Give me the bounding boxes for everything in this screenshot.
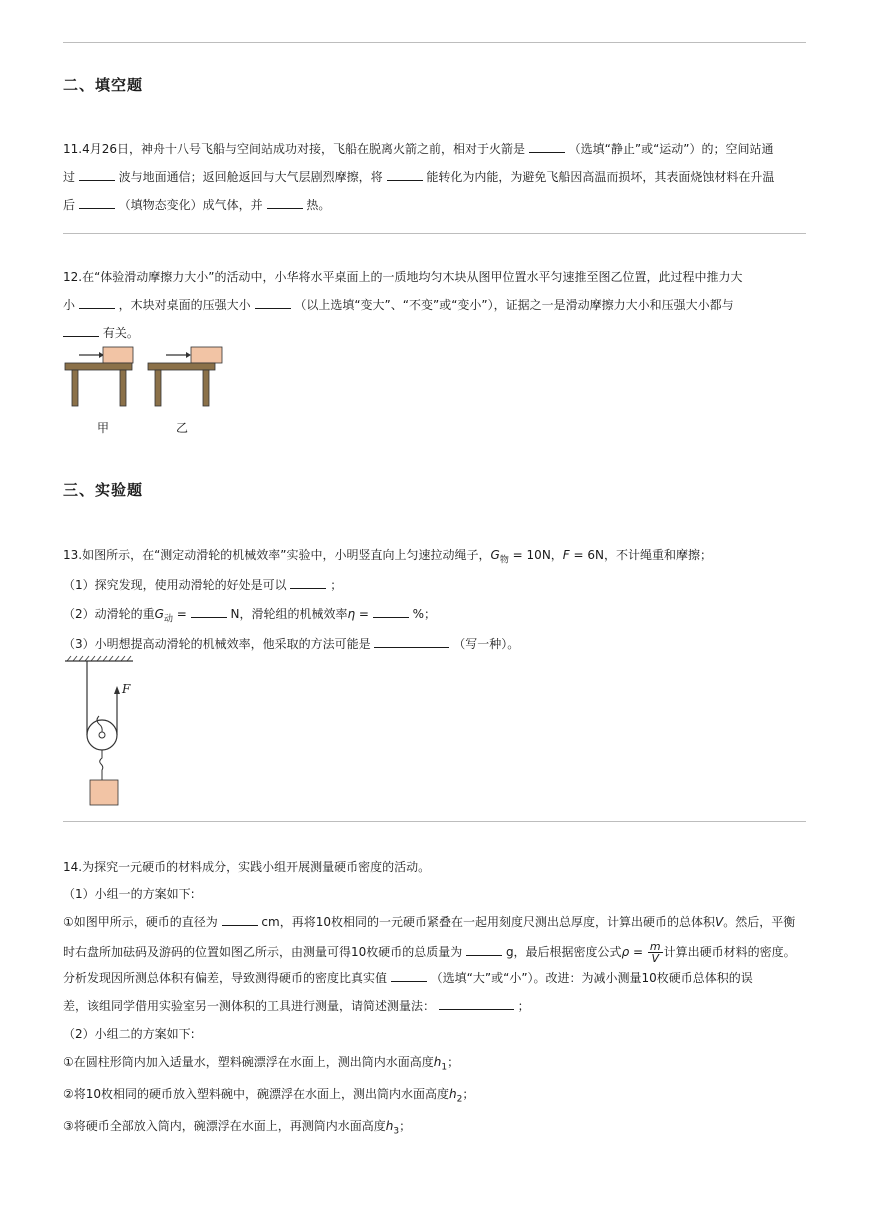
q14-step1-line3: [63, 969, 753, 987]
q11-line2: [63, 168, 774, 186]
symbol-rho: ρ: [621, 945, 630, 959]
answer-blank[interactable]: [439, 997, 514, 1010]
q12-line2: [63, 296, 734, 314]
symbol-h: h: [385, 1119, 394, 1133]
symbol-h: h: [449, 1087, 457, 1101]
divider: [63, 233, 806, 234]
answer-blank[interactable]: [267, 196, 303, 209]
q12-text: （以上选填“变大”、“不变”或“变小”），证据之一是滑动摩擦力大小和压强大小都与: [294, 298, 734, 312]
table-leg: [155, 370, 161, 406]
symbol-g: G: [490, 548, 500, 562]
q14-step1-line1: [63, 913, 795, 931]
table-top: [148, 363, 215, 370]
q14-step1-line2: [63, 941, 796, 964]
answer-blank[interactable]: [79, 196, 115, 209]
answer-blank[interactable]: [373, 605, 409, 618]
q12-line3: [63, 324, 139, 342]
q11-text: 过: [63, 170, 76, 184]
wood-block: [103, 347, 133, 363]
q13-text: = 10N，: [508, 548, 563, 562]
q13-text: %；: [412, 607, 437, 621]
subscript: 2: [456, 1094, 463, 1105]
answer-blank[interactable]: [79, 168, 115, 181]
figure-label-b: 乙: [176, 421, 189, 435]
q13-text: （2）动滑轮的重: [63, 607, 155, 621]
answer-blank[interactable]: [255, 296, 291, 309]
q14-text: 分析发现因所测总体积有偏差，导致测得硬币的密度比真实值: [63, 971, 388, 985]
q11-text: 后: [63, 198, 76, 212]
subscript: 动: [163, 614, 173, 625]
push-arrow-head: [186, 352, 191, 358]
table-leg: [203, 370, 209, 406]
q14-text: 。然后，平衡: [723, 915, 796, 929]
divider: [63, 42, 806, 43]
symbol-f: F: [562, 548, 570, 562]
answer-blank[interactable]: [222, 913, 258, 926]
fraction-denominator: V: [651, 952, 659, 965]
section-title-experiment: 三、实验题: [63, 481, 144, 499]
q14-text: ；: [462, 1087, 475, 1101]
q13-intro: [63, 546, 712, 569]
q14-text: ③将硬币全部放入筒内，碗漂浮在水面上，再测筒内水面高度: [63, 1119, 386, 1133]
q14-text: 差，该组同学借用实验室另一测体积的工具进行测量，请简述测量法：: [63, 999, 436, 1013]
q14-group2: （2）小组二的方案如下:: [63, 1027, 195, 1041]
q13-text: =: [355, 607, 369, 621]
force-arrow-head: [114, 686, 120, 694]
q14-text: ②将10枚相同的硬币放入塑料碗中，碗漂浮在水面上，测出筒内水面高度: [63, 1087, 450, 1101]
q14-step1-line4: [63, 997, 530, 1015]
q14-text: ①如图甲所示，硬币的直径为: [63, 915, 218, 929]
q13-part1: [63, 576, 342, 594]
q14-text: 时右盘所加砝码及游码的位置如图乙所示，由测量可得10枚硬币的总质量为: [63, 945, 463, 959]
q14-intro: 14.为探究一元硬币的材料成分，实践小组开展测量硬币密度的活动。: [63, 860, 431, 874]
q14-text: （选填“大”或“小”）。改进：为减小测量10枚硬币总体积的误: [430, 971, 753, 985]
q14-text: 计算出硬币材料的密度。: [663, 945, 796, 959]
q14-text: ；: [517, 999, 530, 1013]
pulley-figure: [63, 658, 153, 808]
answer-blank[interactable]: [387, 168, 423, 181]
q13-text: ；: [330, 578, 343, 592]
q12-text: 小: [63, 298, 76, 312]
q13-text: 13.如图所示，在“测定动滑轮的机械效率”实验中，小明竖直向上匀速拉动绳子，: [63, 548, 491, 562]
symbol-eta: η: [347, 607, 356, 621]
q11-text: （选填“静止”或“运动”）的；空间站通: [568, 142, 774, 156]
q14-text: ；: [447, 1055, 460, 1069]
answer-blank[interactable]: [191, 605, 227, 618]
table-leg: [72, 370, 78, 406]
q11-line3: [63, 196, 330, 214]
q11-text: 波与地面通信；返回舱返回与大气层剧烈摩擦，将: [118, 170, 383, 184]
divider: [63, 821, 806, 822]
q13-text: （写一种）。: [453, 637, 520, 651]
q14-text: ①在圆柱形筒内加入适量水，塑料碗漂浮在水面上，测出筒内水面高度: [63, 1055, 434, 1069]
table-figure-b: [146, 344, 226, 408]
q13-text: N，滑轮组的机械效率: [230, 607, 348, 621]
symbol-g: G: [154, 607, 164, 621]
answer-blank[interactable]: [374, 635, 449, 648]
q11-text: 热。: [306, 198, 331, 212]
subscript: 物: [499, 555, 509, 566]
q12-text: ，木块对桌面的压强大小: [118, 298, 251, 312]
q12-text: 有关。: [102, 326, 139, 340]
answer-blank[interactable]: [529, 140, 565, 153]
symbol-h: h: [433, 1055, 442, 1069]
q11-text: 能转化为内能，为避免飞船因高温而损坏，其表面烧蚀材料在升温: [426, 170, 775, 184]
q14-group1: （1）小组一的方案如下:: [63, 887, 195, 901]
table-top: [65, 363, 132, 370]
subscript: 1: [441, 1062, 448, 1073]
density-fraction: [648, 941, 663, 964]
q14-text: cm，再将10枚相同的一元硬币紧叠在一起用刻度尺测出总厚度，计算出硬币的总体积: [261, 915, 715, 929]
q13-text: （1）探究发现，使用动滑轮的好处是可以: [63, 578, 287, 592]
q14-step2-2: [63, 1085, 474, 1108]
pulley-axle: [99, 732, 105, 738]
q11-text: （填物态变化）成气体，并: [118, 198, 263, 212]
figure-label-a: 甲: [97, 421, 110, 435]
answer-blank[interactable]: [63, 324, 99, 337]
q14-step2-3: [63, 1117, 411, 1140]
lower-hook: [100, 750, 103, 780]
q13-part3: [63, 635, 519, 653]
table-leg: [120, 370, 126, 406]
subscript: 3: [393, 1126, 400, 1137]
answer-blank[interactable]: [466, 943, 502, 956]
ceiling-hatch: [67, 656, 131, 661]
q11-line1: [63, 140, 774, 158]
q13-part2: [63, 605, 436, 628]
q13-text: （3）小明想提高动滑轮的机械效率，他采取的方法可能是: [63, 637, 371, 651]
section-title-fill-in: 二、填空题: [63, 76, 144, 94]
weight-block: [90, 780, 118, 805]
symbol-v: V: [714, 915, 724, 929]
force-label: F: [122, 682, 131, 696]
answer-blank[interactable]: [79, 296, 115, 309]
wood-block: [191, 347, 222, 363]
q13-text: = 6N，不计绳重和摩擦；: [569, 548, 712, 562]
q12-line1: 12.在“体验滑动摩擦力大小”的活动中，小华将水平桌面上的一质地均匀木块从图甲位置水平匀速推至图乙位置，此过程中推力大: [63, 270, 743, 284]
q14-text: ；: [399, 1119, 412, 1133]
q11-text: 11.4月26日，神舟十八号飞船与空间站成功对接，飞船在脱离火箭之前，相对于火箭是: [63, 142, 525, 156]
equals: =: [629, 945, 647, 959]
answer-blank[interactable]: [391, 969, 427, 982]
q14-step2-1: [63, 1053, 459, 1076]
q13-text: =: [172, 607, 187, 621]
q14-text: g，最后根据密度公式: [505, 945, 622, 959]
fraction-numerator: m: [649, 940, 661, 953]
answer-blank[interactable]: [290, 576, 326, 589]
table-figure-a: [63, 344, 135, 408]
